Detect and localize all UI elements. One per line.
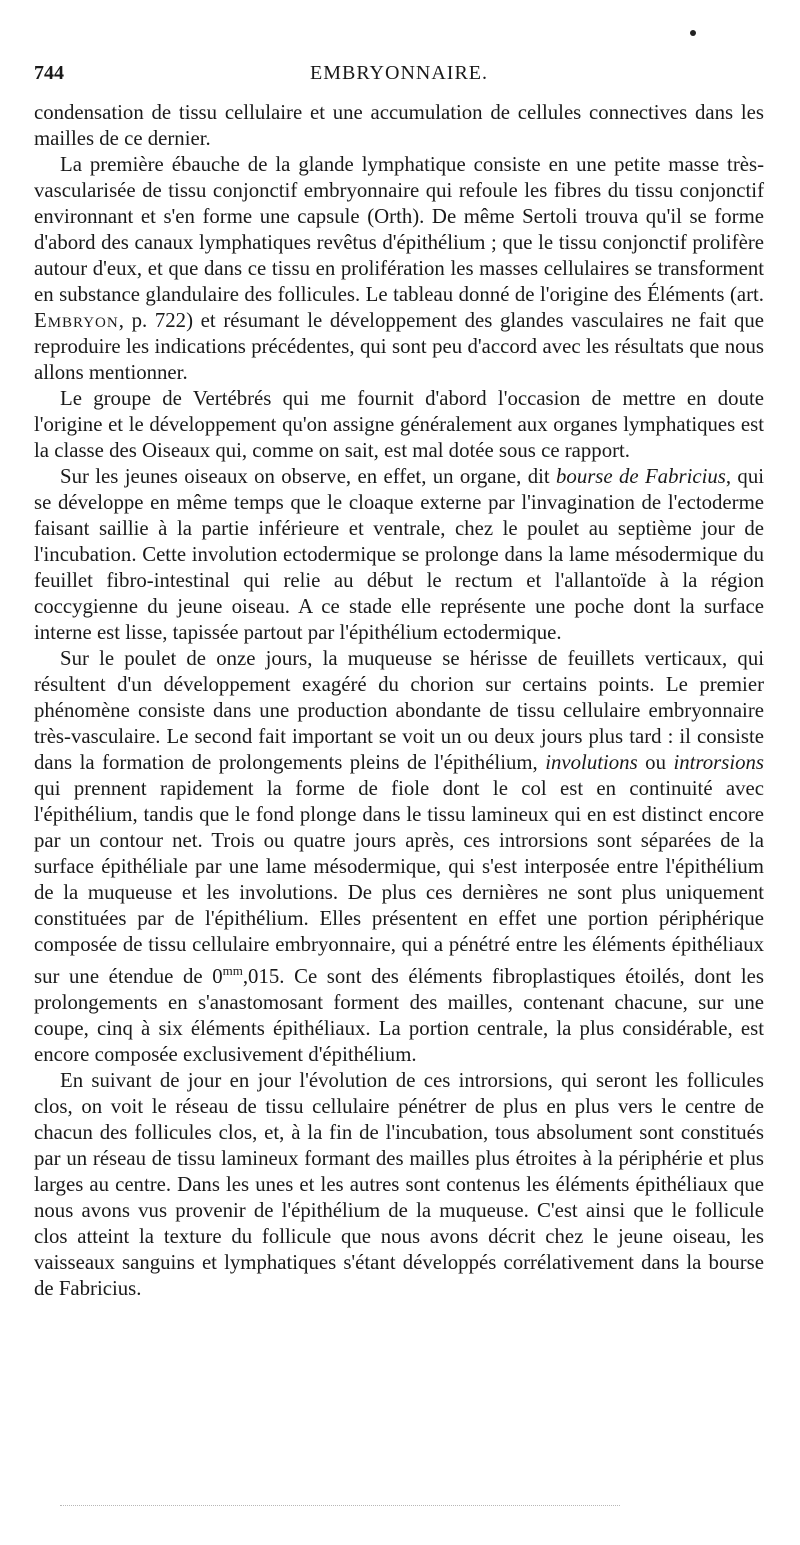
paragraph	[34, 1068, 764, 1302]
italic-term: introrsions	[673, 751, 764, 774]
paragraph	[34, 152, 764, 386]
paragraph	[34, 464, 764, 646]
text-run: qui prennent rapidement la forme de fiole dont le col est en continuité avec l'épithélium, tandis que le fond plonge dans le tissu lamineux qui en est distinct encore par un contour net. Trois ou quatre jours après, ces introrsions sont séparées de la surface épithéliale par une lame mésodermique, qui s'est interposée entre l'épithélium de la muqueuse et les involutions. De plus ces dernières ne sont plus uniquement constituées par de l'épithélium. Elles présentent en effet une portion périphérique composée de tissu cellulaire embryonnaire, qui a pénétré entre les éléments épithéliaux sur une étendue de 0	[34, 777, 764, 988]
unit-superscript: mm	[222, 963, 243, 978]
text-run: En suivant de jour en jour l'évolution de ces introrsions, qui seront les follicules clos, on voit le réseau de tissu cellulaire pénétrer de plus en plus vers le centre de chacun des follicules clos, et, à la fin de l'incubation, tous absolument sont constitués par un réseau de tissu lamineux formant des mailles plus étroites à la périphérie et plus larges au centre. Dans les unes et les autres sont contenus les éléments épithéliaux que nous avons vus provenir de l'épithélium de la muqueuse. C'est ainsi que le follicule clos atteint la texture du follicule que nous avons décrit chez le jeune oiseau, les vaisseaux sanguins et lymphatiques s'étant développés corrélativement dans la bourse de Fabricius.	[34, 1068, 764, 1300]
paragraph	[34, 386, 764, 464]
smallcaps-reference: Embryon	[34, 309, 119, 332]
italic-term: involutions	[545, 751, 638, 774]
page-number: 744	[34, 62, 64, 84]
text-run: , p. 722) et résumant le développement des glandes vasculaires ne fait que reproduire les indications précédentes, qui sont peu d'accord avec les résultats que nous allons mentionner.	[34, 309, 764, 384]
text-run: Le groupe de Vertébrés qui me fournit d'abord l'occasion de mettre en doute l'origine et le développement qu'on assigne généralement aux organes lymphatiques est la classe des Oiseaux qui, comme on sait, est mal dotée sous ce rapport.	[34, 387, 764, 462]
page-header	[34, 62, 764, 92]
text-run: La première ébauche de la glande lymphatique consiste en une petite masse très-vascularisée de tissu conjonctif embryonnaire qui refoule les fibres du tissu conjonctif environnant et s'en forme une capsule (Orth). De même Sertoli trouva qu'il se forme d'abord des canaux lymphatiques revêtus d'épithélium ; que le tissu conjonctif prolifère autour d'eux, et que dans ce tissu en prolifération les masses cellulaires se transforment en substance glandulaire des follicules. Le tableau donné de l'origine des Éléments (art.	[34, 153, 764, 306]
paragraph	[34, 646, 764, 1068]
text-run: Sur le poulet de onze jours, la muqueuse se hérisse de feuillets verticaux, qui résultent d'un développement exagéré du chorion sur certains points. Le premier phénomène consiste dans une production abondante de tissu cellulaire embryonnaire très-vasculaire. Le second fait important se voit un ou deux jours plus tard : il consiste dans la formation de prolongements pleins de l'épithélium,	[34, 647, 764, 774]
text-run: condensation de tissu cellulaire et une accumulation de cellules connectives dans les mailles de ce dernier.	[34, 101, 764, 150]
text-run: ,015. Ce sont des éléments fibroplastiques étoilés, dont les prolongements en s'anastomosant forment des mailles, contenant chacune, sur une coupe, cinq à six éléments épithéliaux. La portion centrale, la plus considérable, est encore composée exclusivement d'épithélium.	[34, 964, 764, 1066]
ink-speck	[690, 30, 696, 36]
text-run: ou	[637, 751, 674, 774]
text-run: , qui se développe en même temps que le cloaque externe par l'invagination de l'ectoderme faisant saillie à la partie inférieure et ventrale, chez le poulet au septième jour de l'incubation. Cette involution ectodermique se prolonge dans la lame mésodermique du feuillet fibro-intestinal qui relie au début le rectum et l'allantoïde à la région coccygienne du jeune oiseau. A ce stade elle représente une poche dont la surface interne est lisse, tapissée partout par l'épithélium ectodermique.	[34, 465, 764, 644]
running-head: EMBRYONNAIRE.	[309, 62, 488, 84]
footer-rule	[60, 1505, 620, 1506]
italic-term: bourse de Fabricius	[556, 465, 726, 488]
paragraph	[34, 100, 764, 152]
text-run: Sur les jeunes oiseaux on observe, en effet, un organe, dit	[60, 465, 557, 488]
body-text	[34, 100, 764, 1302]
